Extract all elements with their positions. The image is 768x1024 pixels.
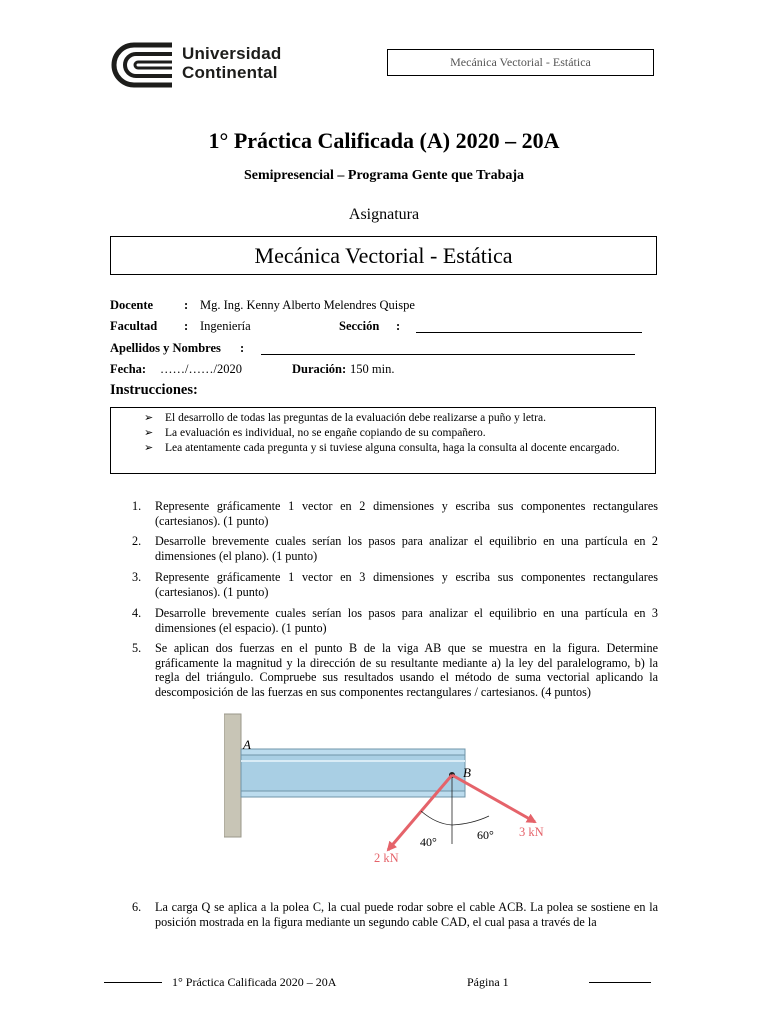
beam-figure <box>224 712 564 872</box>
course-name-box: Mecánica Vectorial - Estática <box>110 236 657 275</box>
question-2 <box>132 534 658 564</box>
label-b: B <box>463 765 471 780</box>
header-course-tag: Mecánica Vectorial - Estática <box>387 49 654 76</box>
question-6 <box>132 900 658 932</box>
question-5 <box>132 641 658 701</box>
fecha-label: Fecha: <box>110 362 147 376</box>
angle-40-label: 40° <box>420 835 437 849</box>
question-text: Represente gráficamente 1 vector en 2 dimensiones y escriba sus componentes rectangulares (cartesianos). (1 punto) <box>155 499 658 528</box>
seccion-label: Sección <box>339 319 380 333</box>
label-a: A <box>243 737 251 752</box>
apellidos-label: Apellidos y Nombres <box>110 341 221 355</box>
footer-left-text: 1° Práctica Calificada 2020 – 20A <box>172 975 337 989</box>
question-text: Desarrolle brevemente cuales serían los pasos para analizar el equilibrio en una partícula en 3 dimensiones (el espacio). (1 punto) <box>155 606 658 635</box>
force-3kn-arrow <box>452 775 535 822</box>
facultad-colon: : <box>184 319 189 333</box>
university-name <box>182 44 282 82</box>
seccion-colon: : <box>396 319 401 333</box>
angle-arc-60 <box>452 816 489 825</box>
question-text: La carga Q se aplica a la polea C, la cual puede rodar sobre el cable ACB. La polea se sostiene en la posición mostrada en la figura mediante un segundo cable CAD, el cual pasa a través de la <box>155 900 658 929</box>
instruction-text: La evaluación es individual, no se engañe copiando de su compañero. <box>165 427 486 439</box>
question-text: Desarrolle brevemente cuales serían los pasos para analizar el equilibrio en una partícula en 2 dimensiones (el plano). (1 punto) <box>155 534 658 563</box>
angle-60-label: 60° <box>477 828 494 842</box>
duracion-label: Duración: <box>292 362 347 376</box>
university-logo-icon <box>108 42 174 88</box>
facultad-label: Facultad <box>110 319 158 333</box>
footer-right-rule <box>589 982 651 983</box>
docente-label: Docente <box>110 298 154 312</box>
question-text: Se aplican dos fuerzas en el punto B de la viga AB que se muestra en la figura. Determine gráficamente la magnitud y la dirección de su resultante mediante a) la ley del paralelogramo, b) la regla del triángulo. Compruebe sus resultados usando el método de suma vectorial aplicando la descomposición de las fuerzas en sus componentes rectangulares / cartesianos. (4 puntos) <box>155 641 658 699</box>
angle-arc-40 <box>421 811 452 825</box>
question-3 <box>132 570 658 600</box>
exam-title: 1° Práctica Calificada (A) 2020 – 20A <box>208 128 560 153</box>
beam-diagram <box>224 712 564 872</box>
instructions-box <box>110 407 656 474</box>
footer-left-rule <box>104 982 162 983</box>
force-3kn-label: 3 kN <box>519 825 544 839</box>
question-number: 3. <box>132 570 142 584</box>
docente-colon: : <box>184 298 189 312</box>
instructions-title: Instrucciones: <box>110 382 198 398</box>
question-number: 6. <box>132 900 142 914</box>
duracion-value: 150 min. <box>350 362 395 376</box>
arrow-bullet-icon: ➢ <box>144 442 154 454</box>
facultad-value: Ingeniería <box>200 319 251 333</box>
beam-bottom-flange <box>241 791 465 797</box>
footer-page-number: Página 1 <box>467 975 509 989</box>
fecha-value: ……/……/2020 <box>160 362 242 376</box>
arrow-bullet-icon: ➢ <box>144 412 154 424</box>
question-number: 4. <box>132 606 142 620</box>
instruction-text: Lea atentamente cada pregunta y si tuviese alguna consulta, haga la consulta al docente encargado. <box>165 442 620 454</box>
wall-support <box>224 714 241 837</box>
question-1 <box>132 499 658 529</box>
asignatura-label: Asignatura <box>348 206 420 223</box>
question-number: 2. <box>132 534 142 548</box>
seccion-blank-line <box>416 332 642 333</box>
question-4 <box>132 606 658 636</box>
university-name-line2: Continental <box>182 63 278 82</box>
question-number: 5. <box>132 641 142 655</box>
question-text: Represente gráficamente 1 vector en 3 dimensiones y escriba sus componentes rectangulares (cartesianos). (1 punto) <box>155 570 658 599</box>
instruction-text: El desarrollo de todas las preguntas de la evaluación debe realizarse a puño y letra. <box>165 412 546 424</box>
apellidos-colon: : <box>240 341 245 355</box>
exam-subtitle: Semipresencial – Programa Gente que Trabaja <box>243 168 525 183</box>
force-2kn-label: 2 kN <box>374 851 399 865</box>
apellidos-blank-line <box>261 354 635 355</box>
question-number: 1. <box>132 499 142 513</box>
docente-value: Mg. Ing. Kenny Alberto Melendres Quispe <box>200 298 415 312</box>
arrow-bullet-icon: ➢ <box>144 427 154 439</box>
beam-top-flange <box>241 749 465 755</box>
university-name-line1: Universidad <box>182 44 282 63</box>
